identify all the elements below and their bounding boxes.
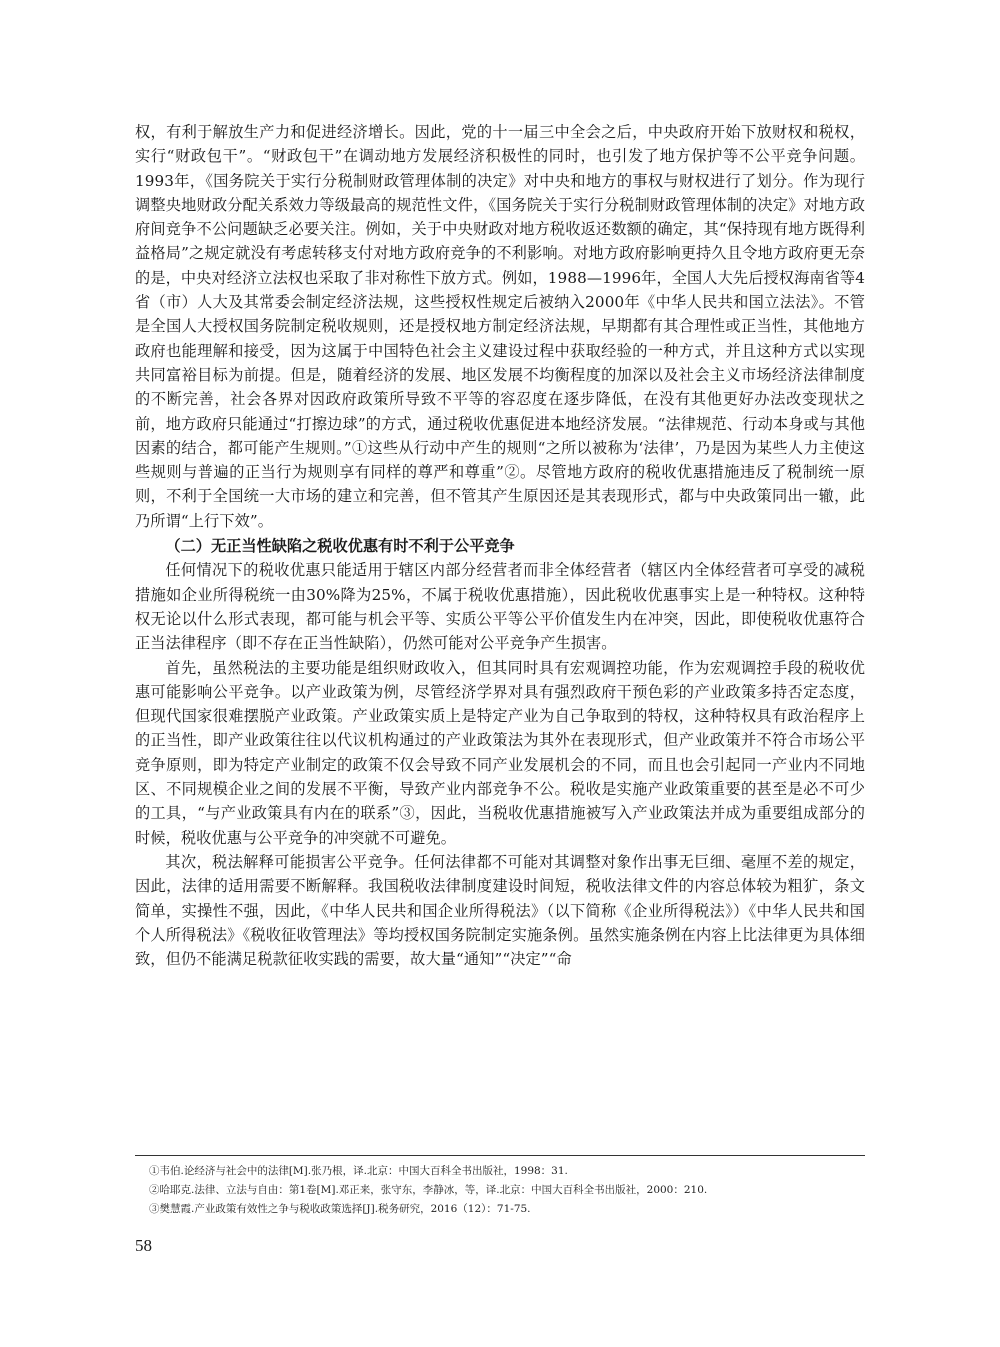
page-number: 58 [135, 1236, 152, 1255]
section-heading: （二）无正当性缺陷之税收优惠有时不利于公平竞争 [165, 537, 515, 556]
paragraph: 其次，税法解释可能损害公平竞争。任何法律都不可能对其调整对象作出事无巨细、毫厘不差的规定，因此，法律的适用需要不断解释。我国税收法律制度建设时间短，税收法律文件的内容总体较为粗犷，条文简单，实操性不强，因此，《中华人民共和国企业所得税法》（以下简称《企业所得税法》）《中华人民共和国个人所得税法》《税收征收管理法》等均授权国务院制定实施条例。虽然实施条例在内容上比法律更为具体细致，但仍不能满足税款征收实践的需要，故大量“通知”“决定”“命 [135, 852, 865, 969]
footnote-1: ①韦伯.论经济与社会中的法律[M].张乃根，译.北京：中国大百科全书出版社，1998：31. [149, 1165, 568, 1177]
paragraph: 任何情况下的税收优惠只能适用于辖区内部分经营者而非全体经营者（辖区内全体经营者可享受的减税措施如企业所得税统一由30%降为25%，不属于税收优惠措施），因此税收优惠事实上是一种特权。这种特权无论以什么形式表现，都可能与机会平等、实质公平等公平价值发生内在冲突，因此，即使税收优惠符合正当法律程序（即不存在正当性缺陷），仍然可能对公平竞争产生损害。 [135, 561, 865, 653]
paragraph: 首先，虽然税法的主要功能是组织财政收入，但其同时具有宏观调控功能，作为宏观调控手段的税收优惠可能影响公平竞争。以产业政策为例，尽管经济学界对具有强烈政府干预色彩的产业政策多持否定态度，但现代国家很难摆脱产业政策。产业政策实质上是特定产业为自己争取到的特权，这种特权具有政治程序上的正当性，即产业政策往往以代议机构通过的产业政策法为其外在表现形式，但产业政策并不符合市场公平竞争原则，即为特定产业制定的政策不仅会导致不同产业发展机会的不同，而且也会引起同一产业内不同地区、不同规模企业之间的发展不平衡，导致产业内部竞争不公。税收是实施产业政策重要的甚至是必不可少的工具，“与产业政策具有内在的联系”③，因此，当税收优惠措施被写入产业政策法并成为重要组成部分的时候，税收优惠与公平竞争的冲突就不可避免。 [135, 658, 865, 847]
paragraph-continued: 权，有利于解放生产力和促进经济增长。因此，党的十一届三中全会之后，中央政府开始下放财权和税权，实行“财政包干”。“财政包干”在调动地方发展经济积极性的同时，也引发了地方保护等不公平竞争问题。1993年，《国务院关于实行分税制财政管理体制的决定》对中央和地方的事权与财权进行了划分。作为现行调整央地财政分配关系效力等级最高的规范性文件，《国务院关于实行分税制财政管理体制的决定》对地方政府间竞争不公问题缺乏必要关注。例如，关于中央财政对地方税收返还数额的确定，其“保持现有地方既得利益格局”之规定就没有考虑转移支付对地方政府竞争的不利影响。对地方政府影响更持久且令地方政府更无奈的是，中央对经济立法权也采取了非对称性下放方式。例如，1988—1996年，全国人大先后授权海南省等4省（市）人大及其常委会制定经济法规，这些授权性规定后被纳入2000年《中华人民共和国立法法》。不管是全国人大授权国务院制定税收规则，还是授权地方制定经济法规，早期都有其合理性或正当性，其他地方政府也能理解和接受，因为这属于中国特色社会主义建设过程中获取经验的一种方式，并且这种方式以实现共同富裕目标为前提。但是，随着经济的发展、地区发展不均衡程度的加深以及社会主义市场经济法律制度的不断完善，社会各界对因政府政策所导致不平等的容忍度在逐步降低，在没有其他更好办法改变现状之前，地方政府只能通过“打擦边球”的方式，通过税收优惠促进本地经济发展。“法律规范、行动本身或与其他因素的结合，都可能产生规则。”①这些从行动中产生的规则“之所以被称为‘法律’，乃是因为某些人力主使这些规则与普遍的正当行为规则享有同样的尊严和尊重”②。尽管地方政府的税收优惠措施违反了税制统一原则，不利于全国统一大市场的建立和完善，但不管其产生原因还是其表现形式，都与中央政策同出一辙，此乃所谓“上行下效”。 [135, 123, 865, 530]
footnotes [135, 1155, 865, 1219]
article-body [135, 120, 865, 971]
footnote-2: ②哈耶克.法律、立法与自由：第1卷[M].邓正来，张守东，李静冰，等，译.北京：中国大百科全书出版社，2000：210. [149, 1184, 708, 1196]
footnote-3: ③樊慧霞.产业政策有效性之争与税收政策选择[J].税务研究，2016（12）：71-75. [149, 1203, 531, 1215]
